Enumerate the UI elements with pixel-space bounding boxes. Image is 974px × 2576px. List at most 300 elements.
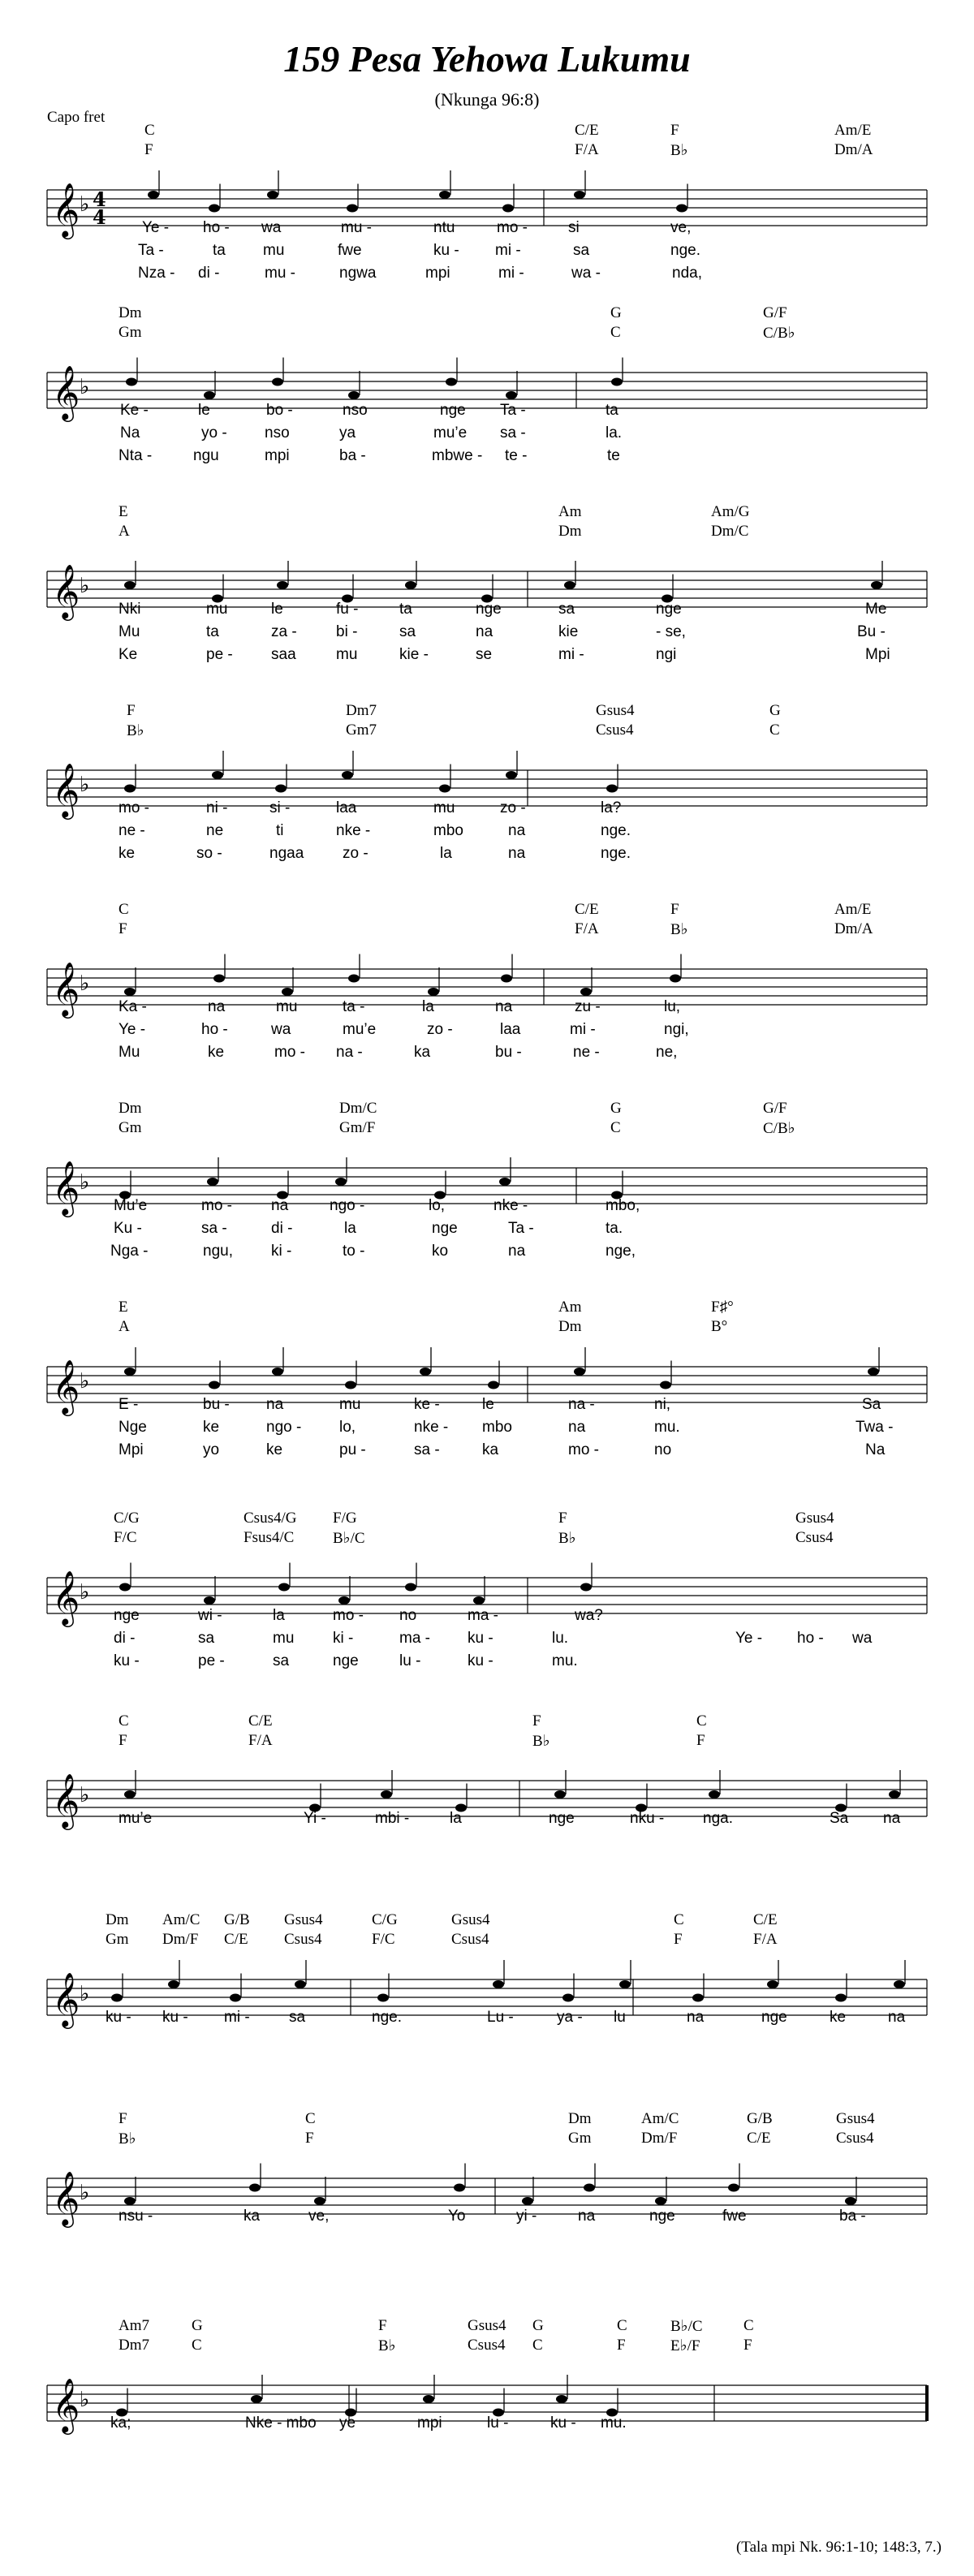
lyric-syllable: fu - bbox=[336, 601, 359, 618]
lyric-syllable: ta bbox=[213, 242, 226, 259]
lyric-syllable: mi - bbox=[224, 2009, 250, 2026]
note-head bbox=[473, 1596, 485, 1605]
flat-icon: ♭ bbox=[80, 971, 90, 996]
capo-chord-label: F bbox=[696, 1732, 705, 1749]
lyric-syllable: nge. bbox=[670, 242, 700, 259]
chord-label: Gsus4 bbox=[795, 1510, 834, 1527]
chord-label: Dm bbox=[119, 304, 142, 321]
chord-label: E bbox=[119, 503, 128, 520]
lyric-syllable: mpi bbox=[265, 447, 290, 464]
lyric-syllable: to - bbox=[343, 1243, 365, 1260]
note-head bbox=[338, 1596, 350, 1605]
note-head bbox=[606, 785, 618, 793]
lyric-syllable: se bbox=[476, 646, 493, 663]
note-head bbox=[574, 191, 585, 199]
chord-label: G/B bbox=[224, 1911, 250, 1928]
lyric-syllable: ku - bbox=[114, 1652, 140, 1669]
chord-label: C bbox=[305, 2110, 316, 2127]
capo-chord-label: F bbox=[119, 1732, 127, 1749]
chord-label: C bbox=[743, 2317, 754, 2334]
lyric-syllable: na bbox=[271, 1197, 289, 1214]
chord-label: F bbox=[532, 1712, 541, 1730]
lyric-syllable: Mu bbox=[119, 1044, 140, 1061]
note-head bbox=[423, 2395, 434, 2403]
chord-label: F bbox=[119, 2110, 127, 2127]
lyric-syllable: Ye - bbox=[142, 219, 170, 236]
song-subtitle: (Nkunga 96:8) bbox=[434, 89, 540, 110]
lyric-syllable: ho - bbox=[797, 1630, 824, 1647]
lyric-syllable: mbi - bbox=[375, 1810, 410, 1827]
chord-label: C bbox=[696, 1712, 707, 1730]
capo-chord-label: Csus4 bbox=[284, 1931, 322, 1948]
note-head bbox=[212, 771, 223, 779]
music-system bbox=[0, 901, 974, 1096]
chord-label: G/B bbox=[747, 2110, 773, 2127]
lyric-syllable: nga. bbox=[703, 1810, 733, 1827]
lyric-syllable: ne - bbox=[119, 822, 145, 839]
lyric-syllable: le bbox=[271, 601, 283, 618]
note-head bbox=[119, 1583, 131, 1592]
lyric-syllable: di - bbox=[114, 1630, 136, 1647]
lyric-syllable: Sa bbox=[830, 1810, 849, 1827]
note-head bbox=[348, 975, 360, 983]
lyric-syllable: nge bbox=[476, 601, 502, 618]
lyric-syllable: la. bbox=[606, 424, 623, 442]
note-head bbox=[894, 1980, 905, 1988]
treble-clef-icon: 𝄞 bbox=[52, 182, 80, 237]
note-head bbox=[381, 1790, 392, 1798]
note-head bbox=[655, 2197, 666, 2205]
capo-chord-label: B♭ bbox=[670, 142, 688, 159]
music-system bbox=[0, 702, 974, 897]
capo-label: Capo fret bbox=[47, 109, 106, 126]
lyric-syllable: mu bbox=[336, 646, 358, 663]
flat-icon: ♭ bbox=[80, 375, 90, 399]
capo-chord-label: F bbox=[743, 2337, 752, 2354]
lyric-syllable: na bbox=[266, 1396, 284, 1413]
lyric-syllable: ta - bbox=[343, 998, 365, 1015]
lyric-syllable: Nta - bbox=[119, 447, 153, 464]
lyric-syllable: na bbox=[208, 998, 226, 1015]
note-head bbox=[249, 2184, 261, 2192]
treble-clef-icon: 𝄞 bbox=[52, 762, 80, 817]
note-head bbox=[502, 205, 514, 213]
lyric-syllable: nge bbox=[333, 1652, 359, 1669]
flat-icon: ♭ bbox=[80, 1170, 90, 1195]
note-head bbox=[275, 785, 287, 793]
lyric-syllable: nsu - bbox=[119, 2208, 153, 2225]
lyric-syllable: Ta - bbox=[138, 242, 164, 259]
note-head bbox=[660, 1381, 671, 1389]
lyric-syllable: yo bbox=[203, 1441, 220, 1458]
lyric-syllable: yi - bbox=[516, 2208, 537, 2225]
lyric-syllable: mu’e bbox=[433, 424, 468, 442]
capo-chord-label: B♭ bbox=[127, 722, 144, 739]
lyric-syllable: mu’e bbox=[343, 1021, 377, 1038]
lyric-syllable: laa bbox=[500, 1021, 521, 1038]
chord-label: Dm bbox=[119, 1100, 142, 1117]
note-head bbox=[277, 581, 288, 589]
capo-chord-label: Gm bbox=[119, 324, 142, 341]
chord-label: F♯° bbox=[711, 1299, 734, 1316]
capo-chord-label: B° bbox=[711, 1318, 728, 1335]
flat-icon: ♭ bbox=[80, 1783, 90, 1807]
note-head bbox=[207, 1178, 218, 1186]
note-head bbox=[584, 2184, 595, 2192]
note-head bbox=[488, 1381, 499, 1389]
capo-chord-label: F/C bbox=[372, 1931, 395, 1948]
lyric-syllable: na - bbox=[336, 1044, 363, 1061]
lyric-syllable: si bbox=[568, 219, 580, 236]
music-system bbox=[0, 1510, 974, 1704]
lyric-syllable: ngaa bbox=[269, 845, 304, 862]
lyric-syllable: ntu bbox=[433, 219, 455, 236]
capo-chord-label: Gm bbox=[568, 2130, 592, 2147]
lyric-syllable: sa - bbox=[500, 424, 526, 442]
note-head bbox=[267, 191, 278, 199]
lyric-syllable: na bbox=[508, 845, 526, 862]
flat-icon: ♭ bbox=[80, 1580, 90, 1605]
lyric-syllable: so - bbox=[196, 845, 222, 862]
note-head bbox=[501, 975, 512, 983]
lyric-syllable: na bbox=[495, 998, 513, 1015]
capo-chord-label: Dm/F bbox=[162, 1931, 199, 1948]
lyric-syllable: ku - bbox=[550, 2414, 576, 2432]
lyric-syllable: Mu bbox=[119, 623, 140, 640]
lyric-syllable: ma - bbox=[399, 1630, 430, 1647]
note-head bbox=[124, 785, 136, 793]
lyric-syllable: ba - bbox=[839, 2208, 866, 2225]
lyric-syllable: lo, bbox=[339, 1419, 356, 1436]
note-head bbox=[348, 391, 360, 399]
flat-icon: ♭ bbox=[80, 574, 90, 598]
chord-label: Gsus4 bbox=[596, 702, 635, 719]
lyric-syllable: ba - bbox=[339, 447, 366, 464]
chord-label: Am bbox=[558, 503, 582, 520]
lyric-syllable: ni - bbox=[206, 799, 228, 816]
lyric-syllable: ngi bbox=[656, 646, 677, 663]
lyric-syllable: lu. bbox=[552, 1630, 569, 1647]
note-head bbox=[251, 2395, 262, 2403]
capo-chord-label: C bbox=[610, 1119, 621, 1136]
lyric-syllable: zu - bbox=[575, 998, 601, 1015]
note-head bbox=[676, 205, 687, 213]
chord-label: Gsus4 bbox=[284, 1911, 323, 1928]
note-head bbox=[209, 205, 220, 213]
lyric-syllable: ma - bbox=[468, 1607, 498, 1624]
lyric-syllable: Mpi bbox=[119, 1441, 144, 1458]
note-head bbox=[272, 378, 283, 386]
capo-chord-label: Csus4 bbox=[836, 2130, 874, 2147]
lyric-syllable: mo - bbox=[333, 1607, 364, 1624]
capo-chord-label: Csus4 bbox=[451, 1931, 489, 1948]
chord-label: Gsus4 bbox=[451, 1911, 490, 1928]
lyric-syllable: ngu bbox=[193, 447, 219, 464]
capo-chord-label: C/B♭ bbox=[763, 325, 795, 342]
capo-chord-label: C/E bbox=[747, 2130, 771, 2147]
lyric-syllable: sa bbox=[573, 242, 590, 259]
lyric-syllable: ne bbox=[206, 822, 224, 839]
lyric-syllable: nso bbox=[265, 424, 290, 442]
capo-chord-label: F/A bbox=[248, 1732, 273, 1749]
lyric-syllable: sa bbox=[273, 1652, 290, 1669]
music-system bbox=[0, 304, 974, 499]
lyric-syllable: Ta - bbox=[500, 402, 526, 419]
lyric-syllable: lu, bbox=[664, 998, 681, 1015]
chord-label: G bbox=[610, 1100, 622, 1117]
treble-clef-icon: 𝄞 bbox=[52, 563, 80, 618]
music-system bbox=[0, 1299, 974, 1493]
chord-label: G bbox=[610, 304, 622, 321]
note-head bbox=[126, 378, 137, 386]
chord-label: C/E bbox=[575, 901, 599, 918]
note-head bbox=[580, 988, 592, 996]
capo-chord-label: Fsus4/C bbox=[244, 1529, 295, 1546]
lyric-syllable: saa bbox=[271, 646, 296, 663]
lyric-syllable: Ye - bbox=[119, 1021, 146, 1038]
lyric-syllable: Lu - bbox=[487, 2009, 514, 2026]
note-head bbox=[420, 1368, 431, 1376]
chord-label: Am/E bbox=[834, 122, 872, 139]
lyric-syllable: ku - bbox=[106, 2009, 131, 2026]
flat-icon: ♭ bbox=[80, 2181, 90, 2205]
chord-label: C/E bbox=[575, 122, 599, 139]
chord-label: F bbox=[670, 901, 679, 918]
lyric-syllable: la? bbox=[601, 799, 622, 816]
lyric-syllable: ne - bbox=[573, 1044, 600, 1061]
lyric-syllable: nge bbox=[761, 2009, 787, 2026]
lyric-syllable: mu. bbox=[654, 1419, 680, 1436]
lyric-syllable: Na bbox=[120, 424, 140, 442]
capo-chord-label: F bbox=[144, 141, 153, 158]
lyric-syllable: la bbox=[273, 1607, 285, 1624]
lyric-syllable: mpi bbox=[425, 265, 450, 282]
chord-label: Gsus4 bbox=[836, 2110, 875, 2127]
chord-label: C bbox=[144, 122, 155, 139]
capo-chord-label: F bbox=[617, 2337, 626, 2354]
lyric-syllable: mi - bbox=[498, 265, 524, 282]
lyric-syllable: ngo - bbox=[266, 1419, 302, 1436]
note-head bbox=[871, 581, 882, 589]
lyric-syllable: Nke - mbo bbox=[245, 2414, 317, 2432]
chord-label: G/F bbox=[763, 304, 787, 321]
treble-clef-icon: 𝄞 bbox=[52, 1773, 80, 1828]
chord-label: C bbox=[674, 1911, 684, 1928]
chord-label: Dm7 bbox=[346, 702, 377, 719]
lyric-syllable: la bbox=[440, 845, 452, 862]
note-head bbox=[209, 1381, 220, 1389]
lyric-syllable: Ku - bbox=[114, 1220, 142, 1237]
lyric-syllable: ku - bbox=[468, 1630, 493, 1647]
treble-clef-icon: 𝄞 bbox=[52, 2170, 80, 2225]
lyric-syllable: mu bbox=[206, 601, 228, 618]
lyric-syllable: kie bbox=[558, 623, 579, 640]
note-head bbox=[204, 1596, 215, 1605]
music-system bbox=[0, 2110, 974, 2305]
lyric-syllable: sa bbox=[198, 1630, 215, 1647]
chord-label: G bbox=[769, 702, 781, 719]
lyric-syllable: yo - bbox=[201, 424, 227, 442]
lyric-syllable: Mpi bbox=[865, 646, 890, 663]
note-head bbox=[554, 1790, 566, 1798]
lyric-syllable: ke bbox=[203, 1419, 220, 1436]
note-head bbox=[439, 191, 450, 199]
capo-chord-label: Dm/C bbox=[711, 523, 749, 540]
lyric-syllable: nke - bbox=[336, 822, 371, 839]
chord-label: C/G bbox=[114, 1510, 140, 1527]
lyric-syllable: di - bbox=[271, 1220, 293, 1237]
lyric-syllable: mu bbox=[273, 1630, 295, 1647]
lyric-syllable: ki - bbox=[333, 1630, 354, 1647]
note-head bbox=[428, 988, 439, 996]
capo-chord-label: Gm bbox=[119, 1119, 142, 1136]
music-system bbox=[0, 1100, 974, 1294]
lyric-syllable: bi - bbox=[336, 623, 358, 640]
chord-label: Dm bbox=[568, 2110, 592, 2127]
lyric-syllable: ne, bbox=[656, 1044, 678, 1061]
chord-label: B♭/C bbox=[670, 2318, 703, 2335]
chord-label: Dm bbox=[106, 1911, 129, 1928]
lyric-syllable: sa bbox=[558, 601, 575, 618]
lyric-syllable: Sa bbox=[862, 1396, 881, 1413]
chord-label: F bbox=[378, 2317, 387, 2334]
chord-label: F bbox=[670, 122, 679, 139]
lyric-syllable: na bbox=[883, 1810, 901, 1827]
treble-clef-icon: 𝄞 bbox=[52, 1160, 80, 1215]
lyric-syllable: na bbox=[508, 822, 526, 839]
lyric-syllable: mo - bbox=[274, 1044, 305, 1061]
lyric-syllable: nge. bbox=[372, 2009, 402, 2026]
flat-icon: ♭ bbox=[80, 773, 90, 797]
capo-chord-label: Gm bbox=[106, 1931, 129, 1948]
lyric-syllable: wa - bbox=[571, 265, 601, 282]
lyric-syllable: nge, bbox=[606, 1243, 636, 1260]
note-head bbox=[148, 191, 159, 199]
lyric-syllable: Yi - bbox=[304, 1810, 326, 1827]
lyric-syllable: ta bbox=[399, 601, 412, 618]
lyric-syllable: le bbox=[482, 1396, 494, 1413]
note-head bbox=[506, 391, 517, 399]
capo-chord-label: F/A bbox=[575, 141, 599, 158]
chord-label: Am bbox=[558, 1299, 582, 1316]
lyric-syllable: ke - bbox=[414, 1396, 440, 1413]
note-head bbox=[556, 2395, 567, 2403]
lyric-syllable: ke bbox=[830, 2009, 847, 2026]
capo-chord-label: B♭ bbox=[670, 921, 688, 938]
lyric-syllable: ka bbox=[244, 2208, 261, 2225]
lyric-syllable: Ta - bbox=[508, 1220, 534, 1237]
lyric-syllable: Yo bbox=[448, 2208, 466, 2225]
note-head bbox=[692, 1994, 704, 2002]
note-head bbox=[709, 1790, 720, 1798]
lyric-syllable: ya - bbox=[557, 2009, 583, 2026]
capo-chord-label: C/E bbox=[224, 1931, 248, 1948]
lyric-syllable: zo - bbox=[427, 1021, 453, 1038]
note-head bbox=[574, 1368, 585, 1376]
music-system bbox=[0, 1911, 974, 2106]
lyric-syllable: ni, bbox=[654, 1396, 671, 1413]
lyric-syllable: Na bbox=[865, 1441, 886, 1458]
lyric-syllable: mbo, bbox=[606, 1197, 640, 1214]
lyric-syllable: na - bbox=[568, 1396, 595, 1413]
capo-chord-label: Dm bbox=[558, 1318, 582, 1335]
lyric-syllable: bu - bbox=[495, 1044, 522, 1061]
lyric-syllable: na bbox=[687, 2009, 705, 2026]
lyric-syllable: mbwe - bbox=[432, 447, 483, 464]
lyric-syllable: nke - bbox=[414, 1419, 449, 1436]
chord-label: F bbox=[558, 1510, 567, 1527]
lyric-syllable: na bbox=[578, 2208, 596, 2225]
lyric-syllable: nge bbox=[440, 402, 466, 419]
capo-chord-label: B♭ bbox=[378, 2337, 396, 2354]
lyric-syllable: Mu’e bbox=[114, 1197, 148, 1214]
note-head bbox=[499, 1178, 511, 1186]
lyric-syllable: na bbox=[888, 2009, 906, 2026]
chord-label: C bbox=[617, 2317, 627, 2334]
note-head bbox=[124, 988, 136, 996]
chord-label: F bbox=[127, 702, 136, 719]
lyric-syllable: mo - bbox=[119, 799, 149, 816]
treble-clef-icon: 𝄞 bbox=[52, 2377, 80, 2432]
lyric-syllable: Nki bbox=[119, 601, 141, 618]
lyric-syllable: Ke - bbox=[120, 402, 149, 419]
lyric-syllable: pu - bbox=[339, 1441, 366, 1458]
note-head bbox=[405, 581, 416, 589]
lyric-syllable: sa bbox=[399, 623, 416, 640]
lyric-syllable: no bbox=[399, 1607, 417, 1624]
capo-chord-label: F/A bbox=[575, 920, 599, 937]
note-head bbox=[611, 378, 623, 386]
capo-chord-label: B♭/C bbox=[333, 1530, 365, 1547]
lyric-syllable: za - bbox=[271, 623, 297, 640]
note-head bbox=[868, 1368, 879, 1376]
lyric-syllable: lu bbox=[614, 2009, 626, 2026]
note-head bbox=[124, 2197, 136, 2205]
lyric-syllable: ki - bbox=[271, 1243, 292, 1260]
note-head bbox=[124, 1790, 136, 1798]
music-system bbox=[0, 503, 974, 698]
lyric-syllable: fwe bbox=[722, 2208, 747, 2225]
lyric-syllable: ta bbox=[206, 623, 219, 640]
lyric-syllable: ke bbox=[119, 845, 136, 862]
lyric-syllable: Ke bbox=[119, 646, 138, 663]
lyric-syllable: ye bbox=[339, 2414, 356, 2432]
lyric-syllable: mo - bbox=[568, 1441, 599, 1458]
flat-icon: ♭ bbox=[80, 2388, 90, 2412]
lyric-syllable: sa - bbox=[414, 1441, 440, 1458]
lyric-syllable: ho - bbox=[203, 219, 230, 236]
note-head bbox=[564, 581, 575, 589]
chord-label: G bbox=[532, 2317, 544, 2334]
chord-label: F/G bbox=[333, 1510, 357, 1527]
lyric-syllable: E - bbox=[119, 1396, 139, 1413]
lyric-syllable: ti bbox=[276, 822, 284, 839]
chord-label: Am/C bbox=[641, 2110, 679, 2127]
lyric-syllable: wa bbox=[261, 219, 282, 236]
lyric-syllable: mu. bbox=[601, 2414, 627, 2432]
lyric-syllable: ho - bbox=[201, 1021, 228, 1038]
flat-icon: ♭ bbox=[80, 1369, 90, 1394]
capo-chord-label: B♭ bbox=[532, 1733, 550, 1750]
capo-chord-label: B♭ bbox=[119, 2130, 136, 2147]
note-head bbox=[493, 1980, 504, 1988]
note-head bbox=[562, 1994, 574, 2002]
lyric-syllable: pe - bbox=[198, 1652, 225, 1669]
lyric-syllable: ve, bbox=[308, 2208, 330, 2225]
lyric-syllable: sa bbox=[289, 2009, 306, 2026]
note-head bbox=[767, 1980, 778, 1988]
treble-clef-icon: 𝄞 bbox=[52, 364, 80, 420]
